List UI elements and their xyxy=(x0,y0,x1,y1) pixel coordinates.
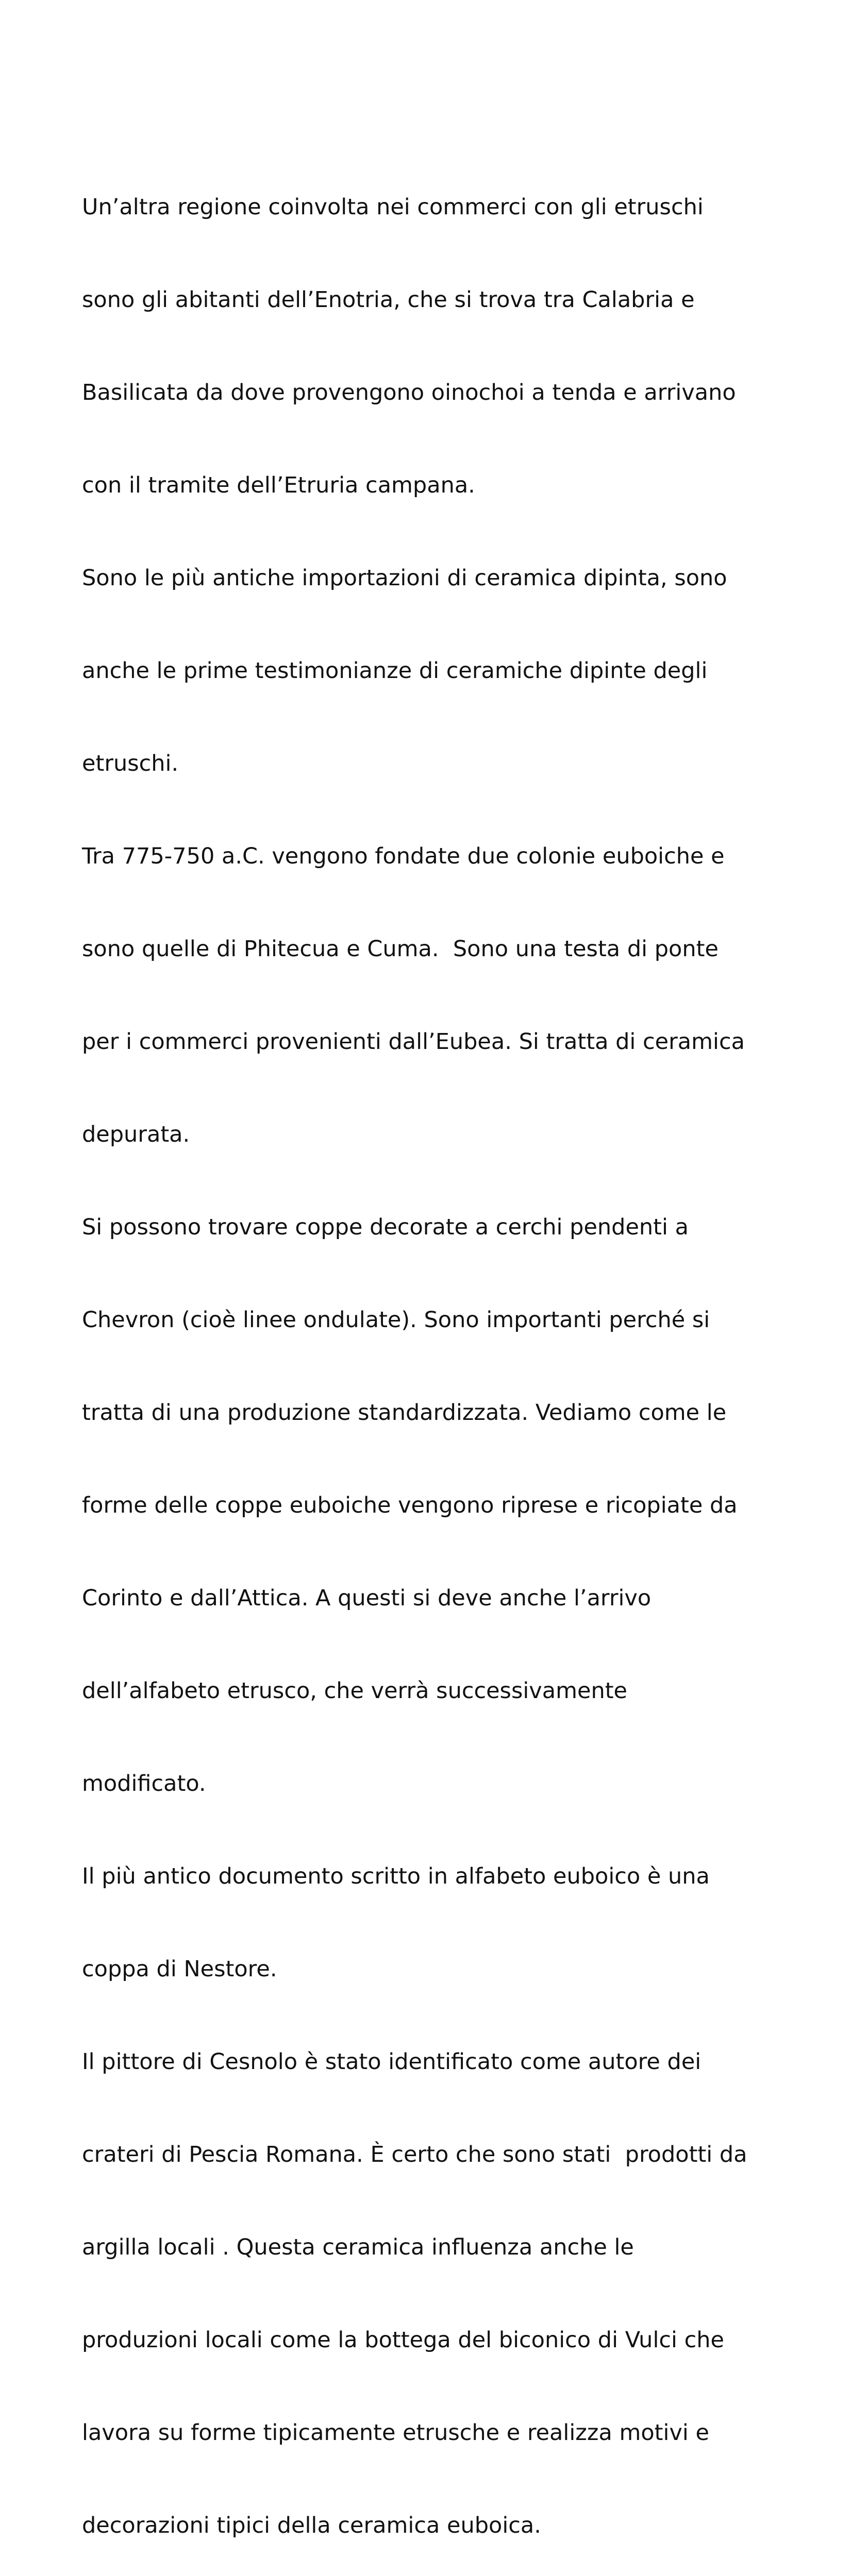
text-line: Un’altra regione coinvolta nei commerci con gli etruschi xyxy=(82,194,704,220)
text-line: Corinto e dall’Attica. A questi si deve anche l’arrivo xyxy=(82,1585,651,1611)
text-line: depurata. xyxy=(82,1122,190,1147)
text-line: produzioni locali come la bottega del biconico di Vulci che xyxy=(82,2327,724,2353)
text-line: anche le prime testimonianze di ceramiche dipinte degli xyxy=(82,658,708,684)
text-line: coppa di Nestore. xyxy=(82,1956,277,1982)
text-line: sono gli abitanti dell’Enotria, che si trova tra Calabria e xyxy=(82,287,695,313)
text-line: Sono le più antiche importazioni di ceramica dipinta, sono xyxy=(82,565,727,591)
text-line: Il più antico documento scritto in alfabeto euboico è una xyxy=(82,1863,710,1889)
text-line: Il pittore di Cesnolo è stato identificato come autore dei xyxy=(82,2049,701,2075)
text-line: crateri di Pescia Romana. È certo che sono stati prodotti da xyxy=(82,2142,747,2167)
document-body-text xyxy=(82,130,804,2576)
text-line: argilla locali . Questa ceramica influenza anche le xyxy=(82,2234,634,2260)
text-line: dell’alfabeto etrusco, che verrà successivamente xyxy=(82,1678,628,1704)
text-line: Tra 775-750 a.C. vengono fondate due colonie euboiche e xyxy=(82,843,725,869)
text-line: Chevron (cioè linee ondulate). Sono importanti perché si xyxy=(82,1307,710,1333)
text-line: Basilicata da dove provengono oinochoi a tenda e arrivano xyxy=(82,380,736,405)
text-line: etruschi. xyxy=(82,751,179,776)
text-line: tratta di una produzione standardizzata. Vediamo come le xyxy=(82,1400,727,1426)
text-line: lavora su forme tipicamente etrusche e realizza motivi e xyxy=(82,2420,709,2446)
text-line: decorazioni tipici della ceramica euboica. xyxy=(82,2513,541,2538)
text-line: per i commerci provenienti dall’Eubea. Si tratta di ceramica xyxy=(82,1029,745,1055)
text-line: modificato. xyxy=(82,1771,206,1797)
text-line: forme delle coppe euboiche vengono riprese e ricopiate da xyxy=(82,1493,738,1518)
text-line: Si possono trovare coppe decorate a cerchi pendenti a xyxy=(82,1214,689,1240)
text-line: sono quelle di Phitecua e Cuma. Sono una testa di ponte xyxy=(82,936,719,962)
text-line: con il tramite dell’Etruria campana. xyxy=(82,472,475,498)
